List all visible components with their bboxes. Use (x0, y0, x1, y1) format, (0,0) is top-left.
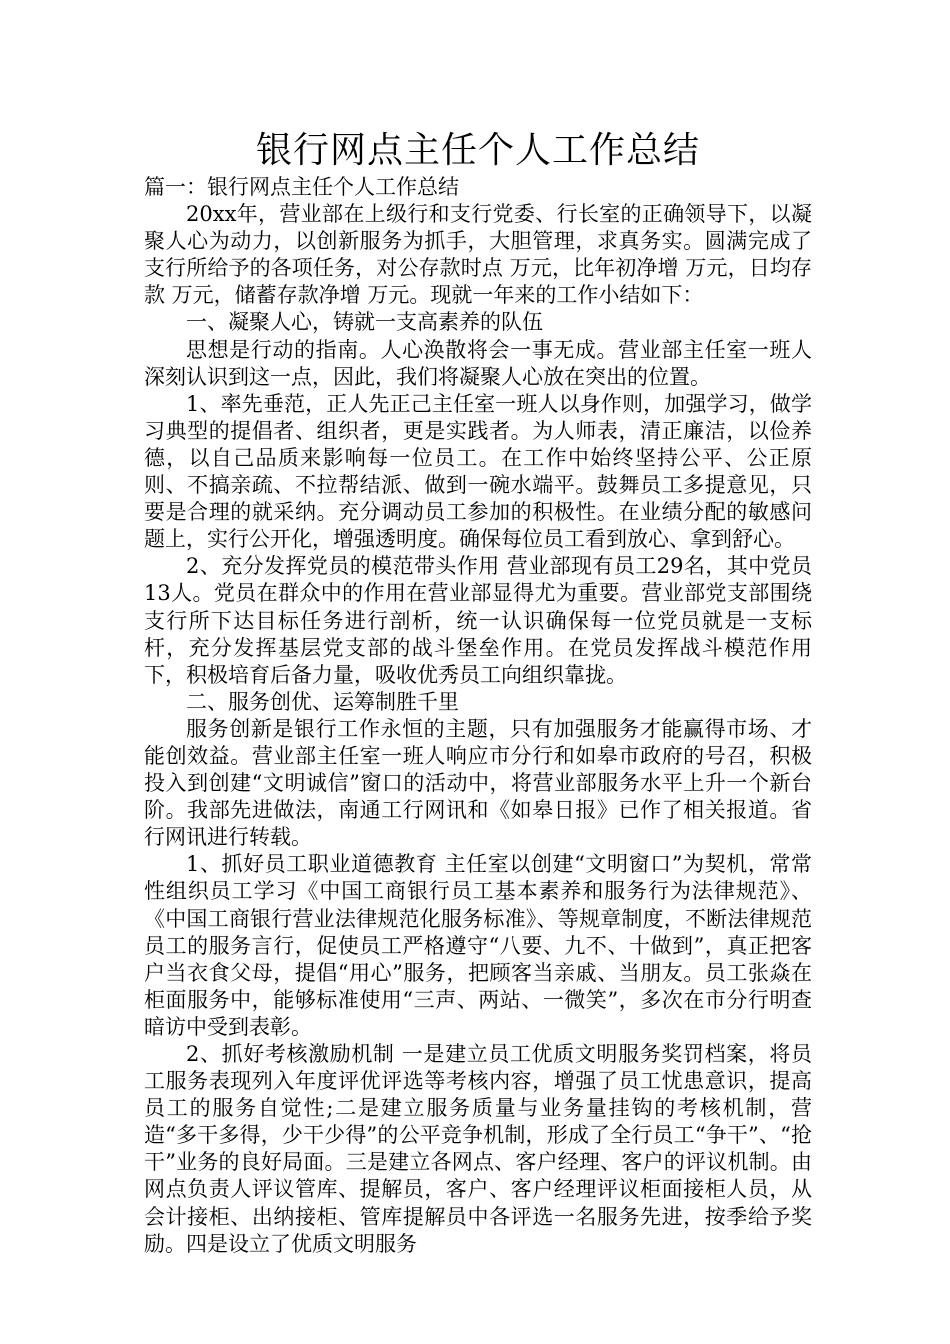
paragraph-1-2: 2、充分发挥党员的模范带头作用 营业部现有员工29名，其中党员13人。党员在群众中的作用在营业部显得尤为重要。营业部党支部围绕支行所下达目标任务进行剖析，统一认识确保每一位党员就是一支标杆，充分发挥基层党支部的战斗堡垒作用。在党员发挥战斗模范作用下，积极培育后备力量，吸收优秀员工向组织靠拢。 (144, 554, 812, 687)
section-heading-2: 二、服务创优、运筹制胜千里 (186, 689, 459, 714)
document-title: 银行网点主任个人工作总结 (255, 130, 700, 171)
document-subtitle: 篇一：银行网点主任个人工作总结 (144, 175, 459, 199)
paragraph-2-2: 2、抓好考核激励机制 一是建立员工优质文明服务奖罚档案，将员工服务表现列入年度评优评选等考核内容，增强了员工忧患意识，提高员工的服务自觉性;二是建立服务质量与业务量挂钩的考核机制，营造“多干多得，少干少得”的公平竞争机制，形成了全行员工“争干”、“抢干”业务的良好局面。三是建立各网点、客户经理、客户的评议机制。由网点负责人评议管库、提解员，客户、客户经理评议柜面接柜人员，从会计接柜、出纳接柜、管库提解员中各评选一名服务先进，按季给予奖励。四是设立了优质文明服务 (144, 1042, 812, 1256)
document-body (144, 174, 812, 1258)
paragraph-1: 思想是行动的指南。人心涣散将会一事无成。营业部主任室一班人深刻认识到这一点，因此，我们将凝聚人心放在突出的位置。 (144, 337, 812, 389)
paragraph-1-1: 1、率先垂范，正人先正己主任室一班人以身作则，加强学习，做学习典型的提倡者、组织者，更是实践者。为人师表，清正廉洁，以俭养德，以自己品质来影响每一位员工。在工作中始终坚持公平、公正原则、不搞亲疏、不拉帮结派、做到一碗水端平。鼓舞员工多提意见，只要是合理的就采纳。充分调动员工参加的积极性。在业绩分配的敏感问题上，实行公开化，增强透明度。确保每位员工看到放心、拿到舒心。 (144, 391, 812, 552)
document-page (144, 128, 812, 1258)
paragraph-2-1: 1、抓好员工职业道德教育 主任室以创建“文明窗口”为契机，常常性组织员工学习《中国工商银行员工基本素养和服务行为法律规范》、《中国工商银行营业法律规范化服务标准》、等规章制度，不断法律规范员工的服务言行，促使员工严格遵守“八要、九不、十做到”，真正把客户当衣食父母，提倡“用心”服务，把顾客当亲戚、当朋友。员工张焱在柜面服务中，能够标准使用“三声、两站、一微笑”，多次在市分行明查暗访中受到表彰。 (144, 852, 812, 1039)
paragraph-2: 服务创新是银行工作永恒的主题，只有加强服务才能赢得市场、才能创效益。营业部主任室一班人响应市分行和如皋市政府的号召，积极投入到创建“文明诚信”窗口的活动中，将营业部服务水平上升一个新台阶。我部先进做法，南通工行网讯和《如皋日报》已作了相关报道。省行网讯进行转载。 (144, 716, 812, 850)
paragraph-intro: 20xx年，营业部在上级行和支行党委、行长室的正确领导下，以凝聚人心为动力，以创新服务为抓手，大胆管理，求真务实。圆满完成了支行所给予的各项任务，对公存款时点 万元，比年初净增 万元，日均存款 万元，储蓄存款净增 万元。现就一年来的工作小结如下： (144, 202, 812, 308)
section-heading-1: 一、凝聚人心，铸就一支高素养的队伍 (186, 310, 543, 335)
